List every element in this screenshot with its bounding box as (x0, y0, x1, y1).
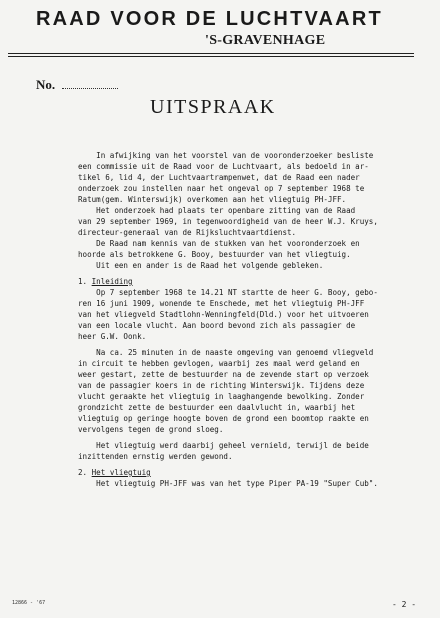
document-body (78, 150, 418, 489)
text-line: Ratum(gem. Winterswijk) overkomen aan het vliegtuig PH-JFF. (78, 195, 347, 204)
header-rule-top (8, 53, 414, 54)
header-rule-bottom (8, 56, 414, 57)
page-number: - 2 - (392, 600, 417, 609)
section-title: Het vliegtuig (91, 468, 151, 477)
paragraph-8 (78, 478, 418, 489)
text-line: vervolgens tegen de grond sloeg. (78, 425, 224, 434)
text-line: directeur-generaal van de Rijksluchtvaartdienst. (78, 228, 297, 237)
paragraph-4 (78, 260, 418, 271)
text-line: van het vliegveld Stadtlohn-Wenningfeld(Dld.) voor het uitvoeren (78, 310, 369, 319)
text-line: Het onderzoek had plaats ter openbare zitting van de Raad (78, 206, 356, 215)
text-line: van 29 september 1969, in tegenwoordigheid van de heer W.J. Kruys, (78, 217, 378, 226)
text-line: In afwijking van het voorstel van de vooronderzoeker besliste (78, 151, 374, 160)
text-line: heer G.W. Oonk. (78, 332, 147, 341)
text-line: ren 16 juni 1909, wonende te Enschede, met het vliegtuig PH-JFF (78, 299, 365, 308)
section-heading-1 (78, 276, 418, 287)
text-line: onderzoek zou instellen naar het ongeval op 7 september 1968 te (78, 184, 365, 193)
text-line: in circuit te hebben gevlogen, waarbij zes maal werd geland en (78, 359, 360, 368)
section-number: 2. (78, 468, 92, 477)
paragraph-5 (78, 287, 418, 342)
text-line: grondzicht zette de bestuurder een daalvlucht in, waarbij het (78, 403, 356, 412)
paragraph-1 (78, 150, 418, 205)
paragraph-3 (78, 238, 418, 260)
text-line: Het vliegtuig werd daarbij geheel vernield, terwijl de beide (78, 441, 369, 450)
paragraph-6 (78, 347, 418, 435)
organization-name: RAAD VOOR DE LUCHTVAART (36, 8, 383, 30)
section-number: 1. (78, 277, 92, 286)
text-line: van een locale vlucht. Aan boord bevond zich als passagier de (78, 321, 356, 330)
text-line: Na ca. 25 minuten in de naaste omgeving van genoemd vliegveld (78, 348, 374, 357)
document-number-label: No. (36, 77, 56, 92)
text-line: inzittenden ernstig werden gewond. (78, 452, 233, 461)
organization-city: 'S-GRAVENHAGE (205, 33, 326, 48)
section-title: Inleiding (91, 277, 133, 286)
text-line: Op 7 september 1968 te 14.21 NT startte de heer G. Booy, gebo- (78, 288, 378, 297)
document-number-line (62, 88, 118, 89)
text-line: De Raad nam kennis van de stukken van het vooronderzoek en (78, 239, 360, 248)
text-line: tikel 6, lid 4, der Luchtvaartrampenwet, dat de Raad een nader (78, 173, 360, 182)
text-line: Uit een en ander is de Raad het volgende gebleken. (78, 261, 324, 270)
text-line: vliegtuig op geringe hoogte boven de grond een boomtop raakte en (78, 414, 369, 423)
text-line: vlucht geraakte het vliegtuig in laaghangende bewolking. Zonder (78, 392, 365, 401)
text-line: hoorde als betrokkene G. Booy, bestuurder van het vliegtuig. (78, 250, 351, 259)
section-heading-2 (78, 467, 418, 478)
text-line: weer gestart, zette de bestuurder na de zevende start op verzoek (78, 370, 369, 379)
form-code: 12866 - '67 (12, 600, 46, 606)
paragraph-2 (78, 205, 418, 238)
text-line: een commissie uit de Raad voor de Luchtvaart, als bedoeld in ar- (78, 162, 369, 171)
page-title: UITSPRAAK (150, 96, 276, 118)
text-line: van de passagier koers in de richting Winterswijk. Tijdens deze (78, 381, 365, 390)
paragraph-7 (78, 440, 418, 462)
text-line: Het vliegtuig PH-JFF was van het type Piper PA-19 "Super Cub". (78, 479, 378, 488)
